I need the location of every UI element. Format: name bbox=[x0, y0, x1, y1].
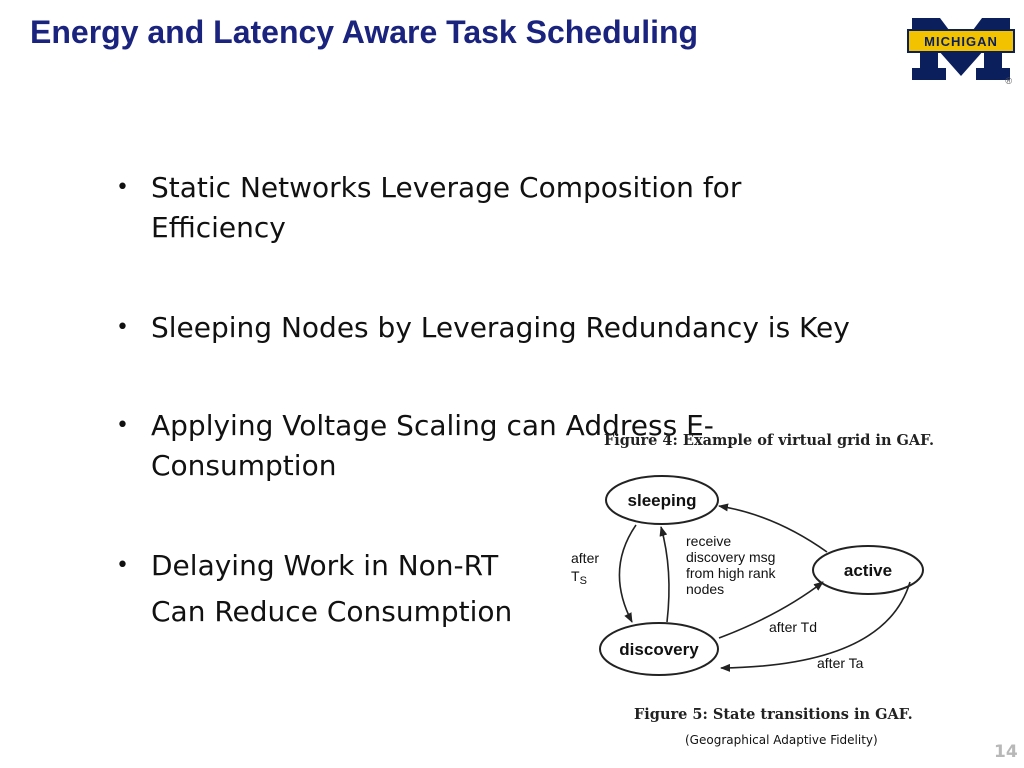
state-sleeping-label: sleeping bbox=[627, 491, 697, 510]
bullet-dot-icon: • bbox=[116, 413, 129, 438]
state-discovery-label: discovery bbox=[619, 640, 699, 659]
bullet-dot-icon: • bbox=[116, 553, 129, 578]
figure-note: (Geographical Adaptive Fidelity) bbox=[685, 733, 878, 747]
bullet-item bbox=[116, 308, 951, 348]
figure-caption-bottom: Figure 5: State transitions in GAF. bbox=[634, 706, 913, 723]
bullet-dot-icon: • bbox=[116, 315, 129, 340]
figure-caption-top: Figure 4: Example of virtual grid in GAF. bbox=[604, 432, 935, 449]
ts-main: T bbox=[571, 568, 580, 584]
registered-mark: ® bbox=[1005, 76, 1012, 86]
bullet-continuation: Can Reduce Consumption bbox=[151, 595, 513, 628]
ts-subscript: S bbox=[579, 575, 587, 587]
transition-label-receive: from high rank bbox=[686, 565, 776, 581]
state-active-label: active bbox=[843, 561, 893, 580]
michigan-logo bbox=[906, 8, 1016, 86]
transition-label-after: after bbox=[571, 550, 600, 566]
bullet-line: Efficiency bbox=[151, 211, 286, 244]
transition-label-receive: receive bbox=[686, 533, 732, 549]
bullet-item bbox=[116, 168, 851, 248]
transition-label-ts bbox=[571, 568, 587, 587]
bullet-dot-icon: • bbox=[116, 175, 129, 200]
transition-discovery-to-sleeping bbox=[661, 527, 669, 622]
state-transition-diagram bbox=[565, 470, 925, 702]
bullet-line: Sleeping Nodes by Leveraging Redundancy is Key bbox=[151, 311, 850, 344]
transition-label-receive: discovery msg bbox=[686, 549, 776, 565]
transition-label-receive: nodes bbox=[686, 581, 725, 597]
transition-active-to-sleeping bbox=[719, 506, 827, 552]
bullet-line: Delaying Work in Non-RT bbox=[151, 549, 499, 582]
transition-label-after-td: after Td bbox=[769, 619, 817, 635]
page-number: 14 bbox=[994, 742, 1018, 762]
bullet-line: Applying Voltage Scaling can Address E- bbox=[151, 409, 714, 442]
transition-label-after-ta: after Ta bbox=[817, 655, 864, 671]
slide-title: Energy and Latency Aware Task Scheduling bbox=[30, 14, 699, 50]
bullet-line: Consumption bbox=[151, 449, 337, 482]
logo-wordmark: MICHIGAN bbox=[924, 34, 998, 49]
transition-sleeping-to-discovery bbox=[619, 525, 636, 622]
bullet-line: Static Networks Leverage Composition for bbox=[151, 171, 742, 204]
